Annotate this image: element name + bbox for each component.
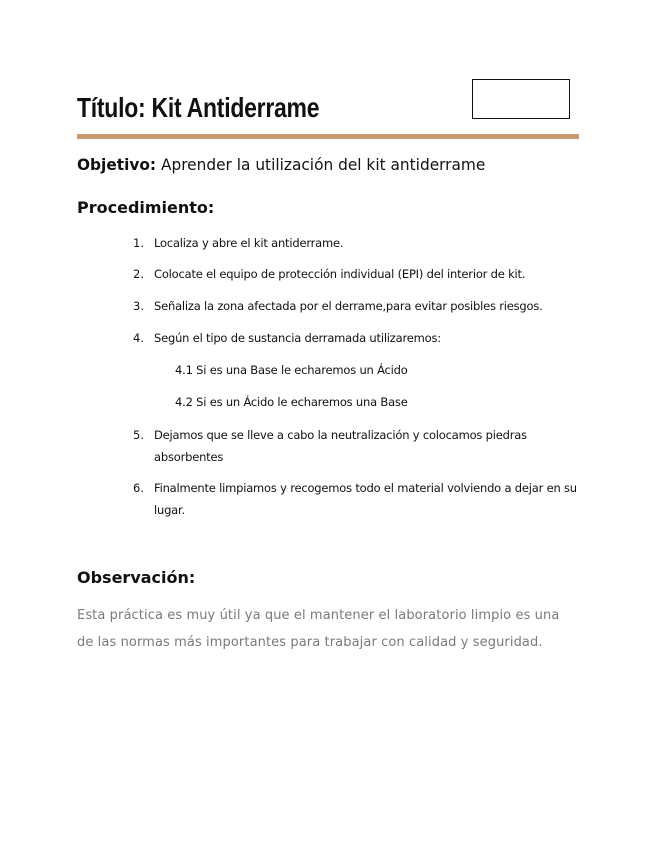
- observation-text: Esta práctica es muy útil ya que el mantener el laboratorio limpio es una de las normas más importantes para trabajar con calidad y seguridad.: [77, 608, 560, 650]
- procedure-substep-4-2: 4.2 Si es un Ácido le echaremos una Base: [175, 395, 408, 409]
- objective-line: [77, 153, 485, 177]
- step-text: Finalmente limpiamos y recogemos todo el material volviendo a dejar en su lugar.: [154, 481, 577, 517]
- procedure-heading: Procedimiento:: [77, 198, 215, 217]
- step-text: Colocate el equipo de protección individual (EPI) del interior de kit.: [154, 267, 526, 281]
- objective-label: Objetivo:: [77, 155, 157, 174]
- step-number: 3.: [133, 299, 144, 313]
- step-number: 5.: [133, 428, 144, 442]
- step-number: 4.: [133, 331, 144, 345]
- objective-text: Aprender la utilización del kit antiderrame: [160, 155, 486, 174]
- procedure-step-2: [133, 263, 583, 285]
- procedure-step-6: [133, 477, 583, 521]
- page-title: Título: Kit Antiderrame: [77, 92, 320, 123]
- step-text: Localiza y abre el kit antiderrame.: [154, 236, 344, 250]
- procedure-step-4: [133, 327, 583, 349]
- procedure-step-1: [133, 232, 583, 254]
- observation-heading: Observación:: [77, 568, 196, 587]
- step-text: Señaliza la zona afectada por el derrame,para evitar posibles riesgos.: [154, 299, 543, 313]
- procedure-step-3: [133, 295, 583, 317]
- procedure-step-5: [133, 424, 583, 468]
- step-number: 1.: [133, 236, 144, 250]
- step-number: 6.: [133, 481, 144, 495]
- step-text: Dejamos que se lleve a cabo la neutralización y colocamos piedras absorbentes: [154, 428, 527, 464]
- title-divider: [77, 134, 579, 139]
- step-number: 2.: [133, 267, 144, 281]
- empty-box: [472, 79, 570, 119]
- procedure-substep-4-1: 4.1 Si es una Base le echaremos un Ácido: [175, 363, 408, 377]
- step-text: Según el tipo de sustancia derramada utilizaremos:: [154, 331, 441, 345]
